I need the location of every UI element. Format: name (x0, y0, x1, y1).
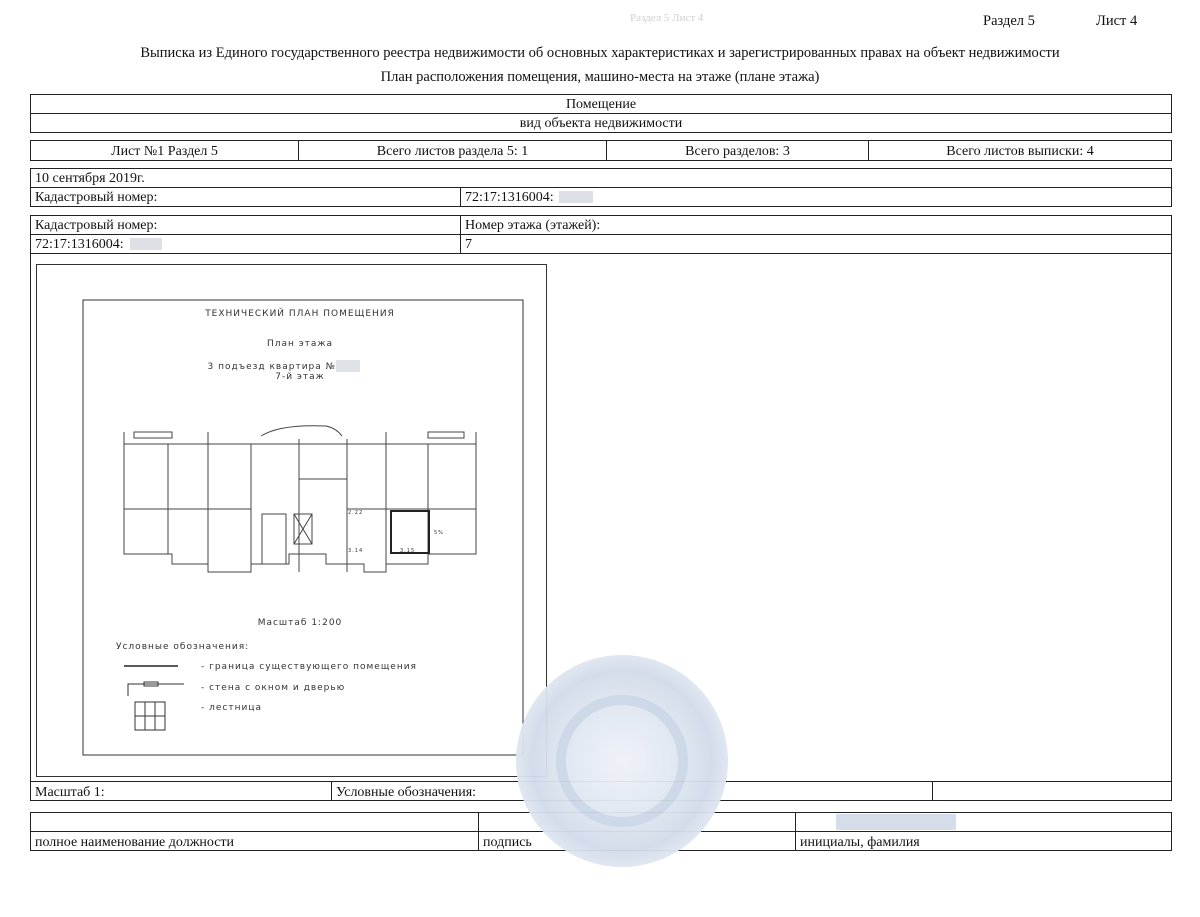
plan-title: ТЕХНИЧЕСКИЙ ПЛАН ПОМЕЩЕНИЯ (205, 309, 395, 319)
legend-item: - стена с окном и дверью (201, 683, 346, 693)
position-label: полное наименование должности (30, 831, 479, 851)
faint-header: Раздел 5 Лист 4 (630, 12, 704, 24)
redaction (130, 238, 162, 250)
redaction (559, 191, 593, 203)
statement-date: 10 сентября 2019г. (30, 168, 1172, 188)
redaction (336, 360, 360, 372)
position-field (30, 812, 479, 832)
cadastral-number: 72:17:1316004: (465, 190, 554, 205)
object-type: Помещение (30, 94, 1172, 114)
sheet-section-info: Лист №1 Раздел 5 (30, 140, 299, 161)
cadastral-label-2: Кадастровый номер: (30, 215, 461, 235)
room-label: 2.22 (348, 510, 364, 516)
cadastral-value-2 (30, 234, 461, 254)
plan-scale: Масштаб 1:200 (257, 618, 343, 628)
legend-item: - граница существующего помещения (201, 662, 417, 672)
scale-label: Масштаб 1: (30, 781, 332, 801)
official-stamp (516, 655, 728, 867)
initials-label: инициалы, фамилия (795, 831, 1172, 851)
legend-label: Условные обозначения: (331, 781, 933, 801)
room-label: 3.15 (400, 548, 416, 554)
redaction (836, 814, 956, 830)
building-outline (124, 426, 476, 572)
floor-number-value: 7 (460, 234, 1172, 254)
total-sheets: Всего листов выписки: 4 (868, 140, 1172, 161)
cadastral-label: Кадастровый номер: (30, 187, 461, 207)
legend-item: - лестница (201, 703, 262, 713)
plan-entrance: 3 подъезд квартира № (207, 362, 336, 372)
legend-title: Условные обозначения: (116, 642, 250, 652)
floor-plan-drawing (36, 264, 548, 778)
apartment-boundary (391, 511, 429, 553)
empty-cell (932, 781, 1172, 801)
object-type-caption: вид объекта недвижимости (30, 113, 1172, 133)
plan-subtitle: План этажа (266, 339, 334, 349)
signature-label: подпись (478, 831, 796, 851)
room-label: 5% (434, 530, 444, 536)
document-subtitle: План расположения помещения, машино-места на этаже (плане этажа) (380, 69, 820, 85)
plan-floor: 7-й этаж (275, 372, 325, 382)
cadastral-number-2: 72:17:1316004: (35, 237, 124, 252)
total-sheets-section: Всего листов раздела 5: 1 (298, 140, 607, 161)
document-title: Выписка из Единого государственного реестра недвижимости об основных характеристиках и зарегистрированных правах на объект недвижимости (140, 45, 1060, 61)
floor-plan (36, 264, 548, 778)
total-sections: Всего разделов: 3 (606, 140, 869, 161)
sheet-number: Лист 4 (1096, 13, 1138, 29)
section-number: Раздел 5 (983, 13, 1035, 29)
room-label: 3.14 (348, 548, 364, 554)
floor-number-label: Номер этажа (этажей): (460, 215, 1172, 235)
